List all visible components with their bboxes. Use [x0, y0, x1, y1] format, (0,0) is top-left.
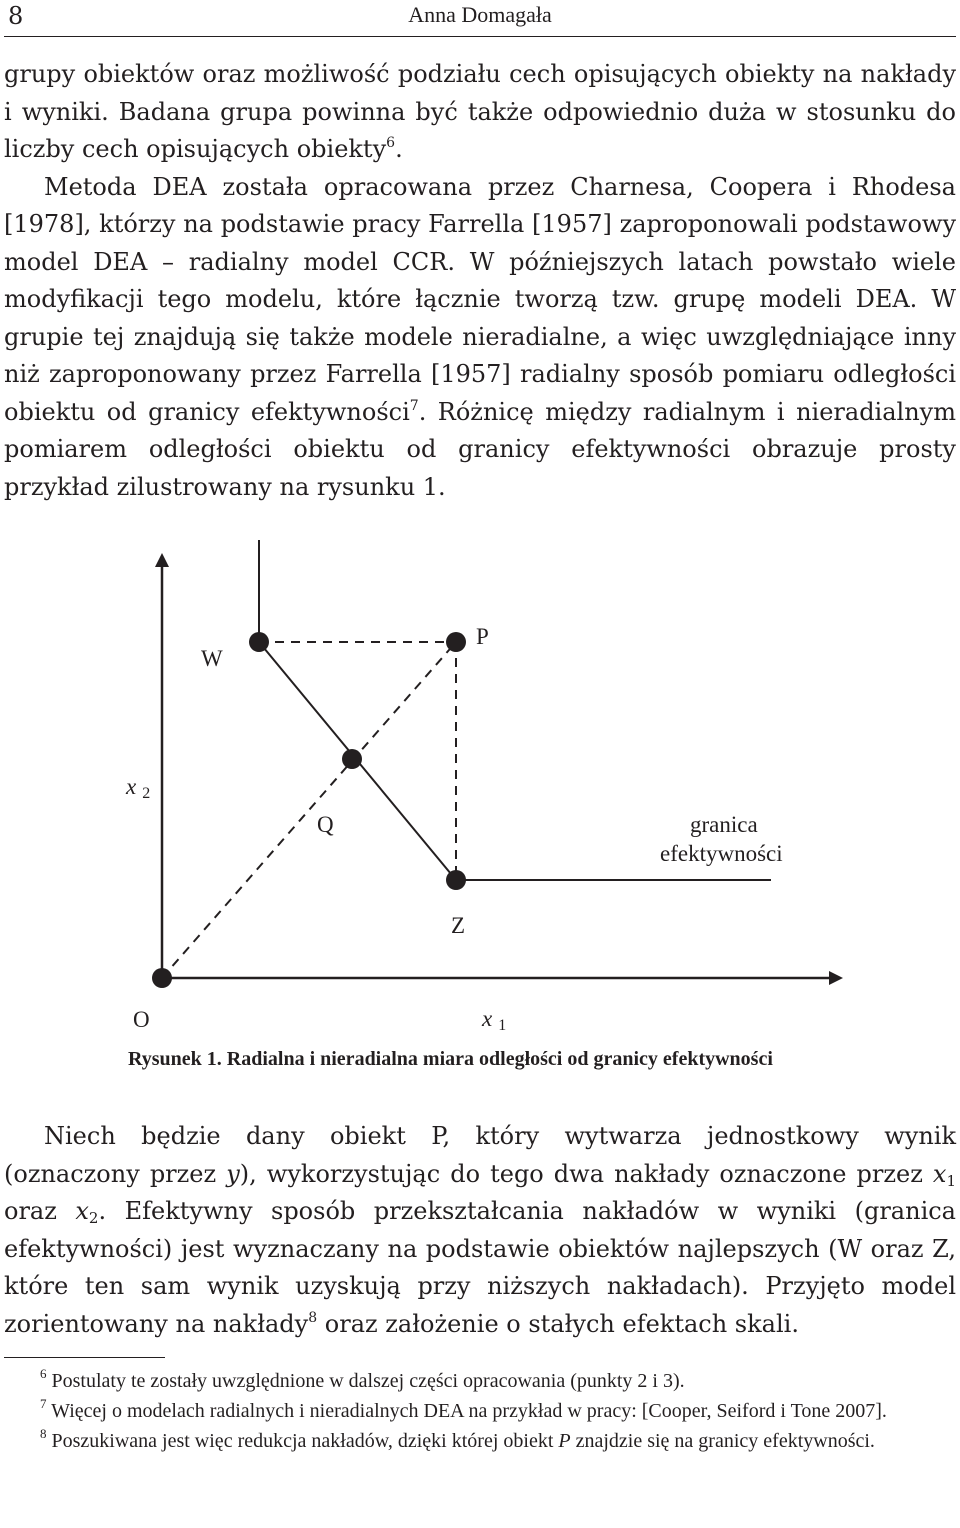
point-w — [249, 632, 269, 652]
point-p — [446, 632, 466, 652]
footnote-ref-7[interactable]: 7 — [409, 397, 419, 414]
footnotes — [4, 1366, 956, 1456]
axis-label-x2: x 2 — [126, 774, 151, 802]
running-head-author: Anna Domagała — [408, 2, 552, 27]
header-rule — [4, 36, 956, 37]
paragraph-2: Metoda DEA została opracowana przez Charnesa, Coopera i Rhodesa [1978], którzy na podstawie pracy Farrella [1957] zaproponowali podstawowy model DEA – radialny model CCR. W późniejszych latach powstało wiele modyfikacji tego modelu, które łącznie tworzą tzw. grupę modeli DEA. W grupie tej znajdują się także modele nieradialne, a więc uwzględniające inny niż zaproponowany przez Farrella [1957] radialny sposób pomiaru odległości obiektu od granicy efektywności$^7$. Różnicę między radialnym i nieradialnym pomiarem odległości obiektu od granicy efektywności obrazuje prosty przykład zilustrowany na rysunku 1. — [4, 172, 956, 501]
figure-1 — [0, 530, 960, 1050]
label-frontier-2: efektywności — [660, 841, 783, 866]
footnote-ref-6[interactable]: 6 — [386, 135, 396, 151]
dashed-o-p — [162, 642, 456, 978]
label-o: O — [133, 1007, 150, 1032]
body-text-bottom — [4, 1118, 956, 1343]
point-o — [152, 968, 172, 988]
paragraph-1: grupy obiektów oraz możliwość podziału cech opisujących obiekty na nakłady i wyniki. Badana grupa powinna być także odpowiednio duża w stosunku do liczby cech opisujących obiekty$^6$. — [4, 60, 956, 163]
footnote-6: $^6$ Postulaty te zostały uwzględnione w dalszej części opracowania (punkty 2 i 3). — [40, 1366, 685, 1392]
footnote-8: $^8$ Poszukiwana jest więc redukcja nakładów, dzięki której obiekt P znajdzie się na granicy efektywności. — [40, 1426, 875, 1452]
label-z: Z — [451, 913, 466, 938]
page-header — [4, 0, 956, 40]
footnote-ref-8[interactable]: 8 — [308, 1309, 318, 1326]
footnote-rule — [4, 1357, 165, 1358]
figure-caption: Rysunek 1. Radialna i nieradialna miara odległości od granicy efektywności — [128, 1048, 773, 1070]
label-frontier-1: granica — [690, 812, 758, 837]
label-q: Q — [317, 812, 334, 837]
label-p: P — [476, 624, 489, 649]
page-number: 8 — [8, 2, 24, 30]
dea-diagram — [0, 530, 960, 1050]
axis-label-x1: x 1 — [482, 1006, 507, 1034]
point-z — [446, 870, 466, 890]
body-text-top — [4, 56, 956, 506]
footnote-7: $^7$ Więcej o modelach radialnych i nieradialnych DEA na przykład w pracy: [Cooper, Seiford i Tone 2007]. — [40, 1396, 887, 1422]
label-w: W — [201, 646, 223, 671]
point-q — [342, 749, 362, 769]
paragraph-3: Niech będzie dany obiekt P, który wytwarza jednostkowy wynik (oznaczony przez y), wykorzystując do tego dwa nakłady oznaczone przez $x_1$ oraz $x_2$. Efektywny sposób przekształcania nakładów w wyniki (granica efektywności) jest wyznaczany na podstawie obiektów najlepszych (W oraz Z, które ten sam wynik uzyskują przy niższych nakładach). Przyjęto model zorientowany na nakłady$^8$ oraz założenie o stałych efektach skali. — [4, 1122, 957, 1338]
